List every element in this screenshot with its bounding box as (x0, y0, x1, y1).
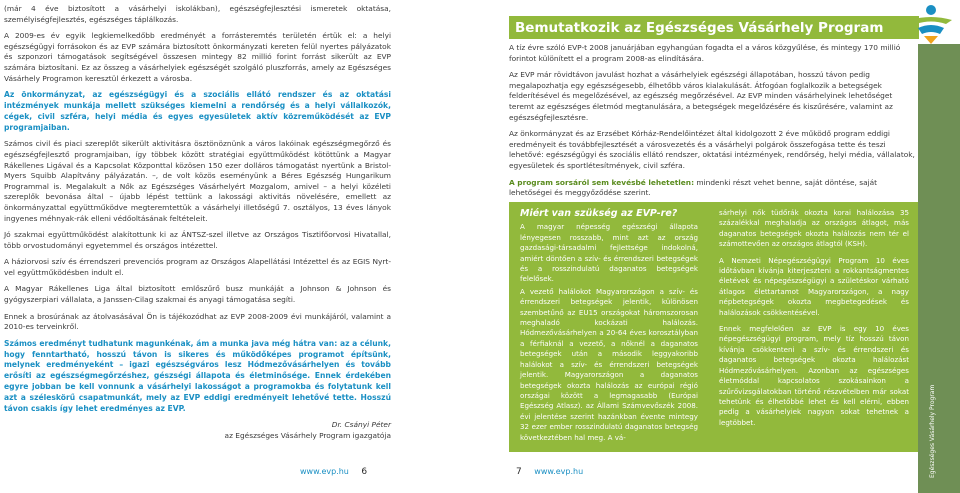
goal-paragraph (509, 178, 919, 199)
left-footer (300, 467, 377, 477)
footer-url-link[interactable]: www.evp.hu (534, 467, 584, 476)
box-paragraph: A Nemzeti Népegészségügyi Program 10 éves időtávban kívánja kiterjeszteni a rokkantságmentes életévek és népegészségügyi a születéskor várható átlagos élettartamot Magyarországon, a nagy népbetegségek okozta megbetegedések és halálozások csökkentésével. (719, 255, 909, 317)
box-paragraph: sárhelyi nők tüdőrák okozta korai halálozása 35 százalékkal meghaladja az országos átlagot, más daganatos betegségek okozta halálozás nem tér el számottevően az országos átlagtól (KSH). (719, 208, 909, 249)
signature-title: az Egészséges Vásárhely Program igazgatója (224, 431, 391, 441)
screening-paragraph: A Magyar Rákellenes Liga által biztosított emlőszűrő busz munkáját a Johnson & Johnson és gyógyszerpiari vállalata, a Janssen-Cilag szakmai és anyagi támogatása segíti. (4, 284, 391, 305)
signature (4, 420, 391, 441)
intro-paragraph: (már 4 éve biztosított a vásárhelyi iskolákban), egészségfejlesztési ismeretek oktatása, személyiségfejlesztés, egészséges táplálkozás. (4, 4, 391, 24)
box-paragraph: Ennek megfelelően az EVP is egy 10 éves népegészségügyi program, mely tíz hosszú távon kívánja csökkenteni a szív- és érrendszeri és daganatos betegségek okozta halálozást Hódmezővásárhelyen. Azonban az egészséges életmóddal kapcsolatos szokásainkon a szűrővizsgálatokban történő részvételben már sokat tehetünk és élhetőbbé lehet és kell elérni, ebben pedig a vásárhelyiek nagyon sokat tehetnek a legtöbbet. (719, 324, 909, 427)
partners-paragraph: Számos civil és piaci szereplőt sikerült aktivitásra ösztönöznünk a város lakóinak egészségmegőrző és egészségfejlesztő programjaiban, így többek között stratégiai együttműködést kötöttünk a Magyar Rákellenes Ligával és a Kapcsolat Központtal közösen 150 ezer dolláros támogatást nyertünk a Bristol-Myers Squibb Alapítvány pályázatán. –, de volt közös eseményünk a Béres Egészség Hungarikum Programmal is. Megalakult a Nők az Egészséges Vásárhelyért Mozgalom, amivel – a helyi közéleti szereplők bevonása által – újabb lépést tettünk a lakossági aktivitás növelésére, emellett az önkormányzattal együttműködve megteremtettük a vásárhelyi illetőségű 7. osztályos, 13 éves lányok ingyenes méhnyak-rák elleni védőoltásának feltételeit. (4, 139, 391, 223)
box-paragraph: A magyar népesség egészségi állapota lényegesen rosszabb, mint azt az ország gazdasági-társadalmi fejlettsége indokolná, amiért döntően a szív- és érrendszeri betegségek és a rosszindulatú daganatos betegségek felelősek. (520, 222, 698, 284)
right-footer (516, 467, 583, 477)
goal-label: A program sorsáról sem kevésbé lehetetlen: (509, 177, 695, 187)
brochure-paragraph: Ennek a brosúrának az átolvasásával Ön is tájékozódhat az EVP 2008-2009 évi munkájáról, valamint a 2010-es terveinkről. (4, 311, 391, 332)
goal-text: mindenki részt vehet benne, saját döntése, saját lehetőségei és meggyőződése szerint. (509, 177, 878, 198)
why-evp-title: Miért van szükség az EVP-re? (520, 208, 678, 219)
closing-paragraph: Számos eredményt tudhatunk magunkénak, ám a munka java még hátra van: az a célunk, hogy fenntartható, hosszú távon is sikeres és működőképes programot építsünk, melynek eredményeként – igazi egészségváros lesz Hódmezővásárhelyen és tovább erősíti az egészségmegőrzéshez, gészségi állapota és életminősége. Ennek érdekében egyre jobban be kell vonnunk a vásárhelyi lakosságot a programokba és folytatunk kell azt a széleskörű csapatmunkát, mely az EVP eddigi eredményeit lehetővé tette. Hosszú távon csakis így lehet eredményes az EVP. (4, 338, 391, 413)
box-paragraph: A vezető halálokot Magyarországon a szív- és érrendszeri betegségek jelentik, különösen szembetűnő az EU15 országokat háromszorosan meghaladó kockázati halálozás. Hódmezővásárhelyen a 20-64 éves korosztályban a férfiaknál a vezető, a nőknél a daganatos betegségek után a második leggyakoribb halálokot a szív- és érrendszeri betegségek jelentik. Magyarországon a daganatos betegségek okozta halálozás az európai régió országai között a legmagasabb (Európai Egészség Atlasz). az Állami Számvevőszék 2008. évi jelentése szerint hazánkban évente mintegy 32 ezer ember rosszindulatú daganatos betegség következtében hal meg. A vá- (520, 286, 698, 442)
why-evp-box (509, 202, 709, 452)
page-number: 7 (516, 467, 522, 477)
left-column-text (4, 4, 391, 442)
right-column-text (509, 43, 919, 205)
cooperation-paragraph: Jó szakmai együttműködést alakítottunk ki az ÁNTSZ-szel illetve az Országos Tisztifőorvosi Hivatallal, több orvostudományi egyetemmel és országos intézettel. (4, 230, 391, 250)
why-evp-box-continued (709, 202, 919, 452)
side-banner (918, 44, 960, 493)
benefits-paragraph: Az EVP már rövidtávon javulást hozhat a vásárhelyiek egészségi állapotában, hosszú távon pedig megalapozhatja egy egészségesebb, élhetőbb város kialakulását. Átfogóan foglalkozik a betegségek felderítésével és megelőzésével, az egészség megőrzésével. Az EVP minden vásárhelyinek lehetőséget teremt az egészséges életmód megtanulására, a betegségek megelőzésére és kiszűrésére, valamint az egészségfejlesztésre. (509, 70, 893, 122)
side-banner-text: Egészséges Vásárhely Program (929, 384, 936, 478)
prevention-paragraph: A háziorvosi szív és érrendszeri prevenciós program az Országos Alapellátási Intézettel és az EGIS Nyrt-vel együttműködésben indult el. (4, 257, 391, 277)
collaboration-paragraph: Az önkormányzat és az Erzsébet Kórház-Rendelőintézet által kidolgozott 2 éve működő program eddigi eredményeit és továbbfejlesztését a városvezetés és a vásárhelyi polgárok összefogása tette és teszi lehetővé: egészségügyi és szociális ellátó rendszer, oktatási intézmények, rendőrség, helyi média, vállalatok, egyesületek és sportlétesítmények, civil szféra. (509, 129, 915, 170)
results-paragraph: A 2009-es év egyik legkiemelkedőbb eredményét a forrásteremtés területén értük el: a helyi egészségügyi forrásokon és az EVP számára biztosított önkormányzati kereten felül nyertes pályázatok és szponzori támogatások segítségével összesen mintegy 82 millió forint forrást sikerült az EVP számára biztosítani. Ez az összeg a vásárhelyiek egészségét szolgáló pluszforrás, amely az Egészséges Vásárhely Programon keresztül érkezett a városba. (4, 31, 391, 83)
signature-name: Dr. Csányi Péter (331, 420, 391, 430)
highlight-paragraph: Az önkormányzat, az egészségügyi és a szociális ellátó rendszer és az oktatási intézmények munkája mellett szükséges kiemelni a rendőrség és a helyi vállalkozók, cégek, civil szféra, helyi média és egyes egyesületek aktív közreműködését az EVP programjaiban. (4, 90, 391, 132)
footer-url-link[interactable]: www.evp.hu (300, 467, 349, 476)
section-title: Bemutatkozik az Egészséges Vásárhely Program (509, 16, 919, 39)
adoption-paragraph: A tíz évre szóló EVP-t 2008 januárjában egyhangúan fogadta el a város közgyűlése, és mintegy 170 millió forintot különített el a program 2008-as elindítására. (509, 43, 901, 63)
page-number: 6 (361, 467, 368, 477)
